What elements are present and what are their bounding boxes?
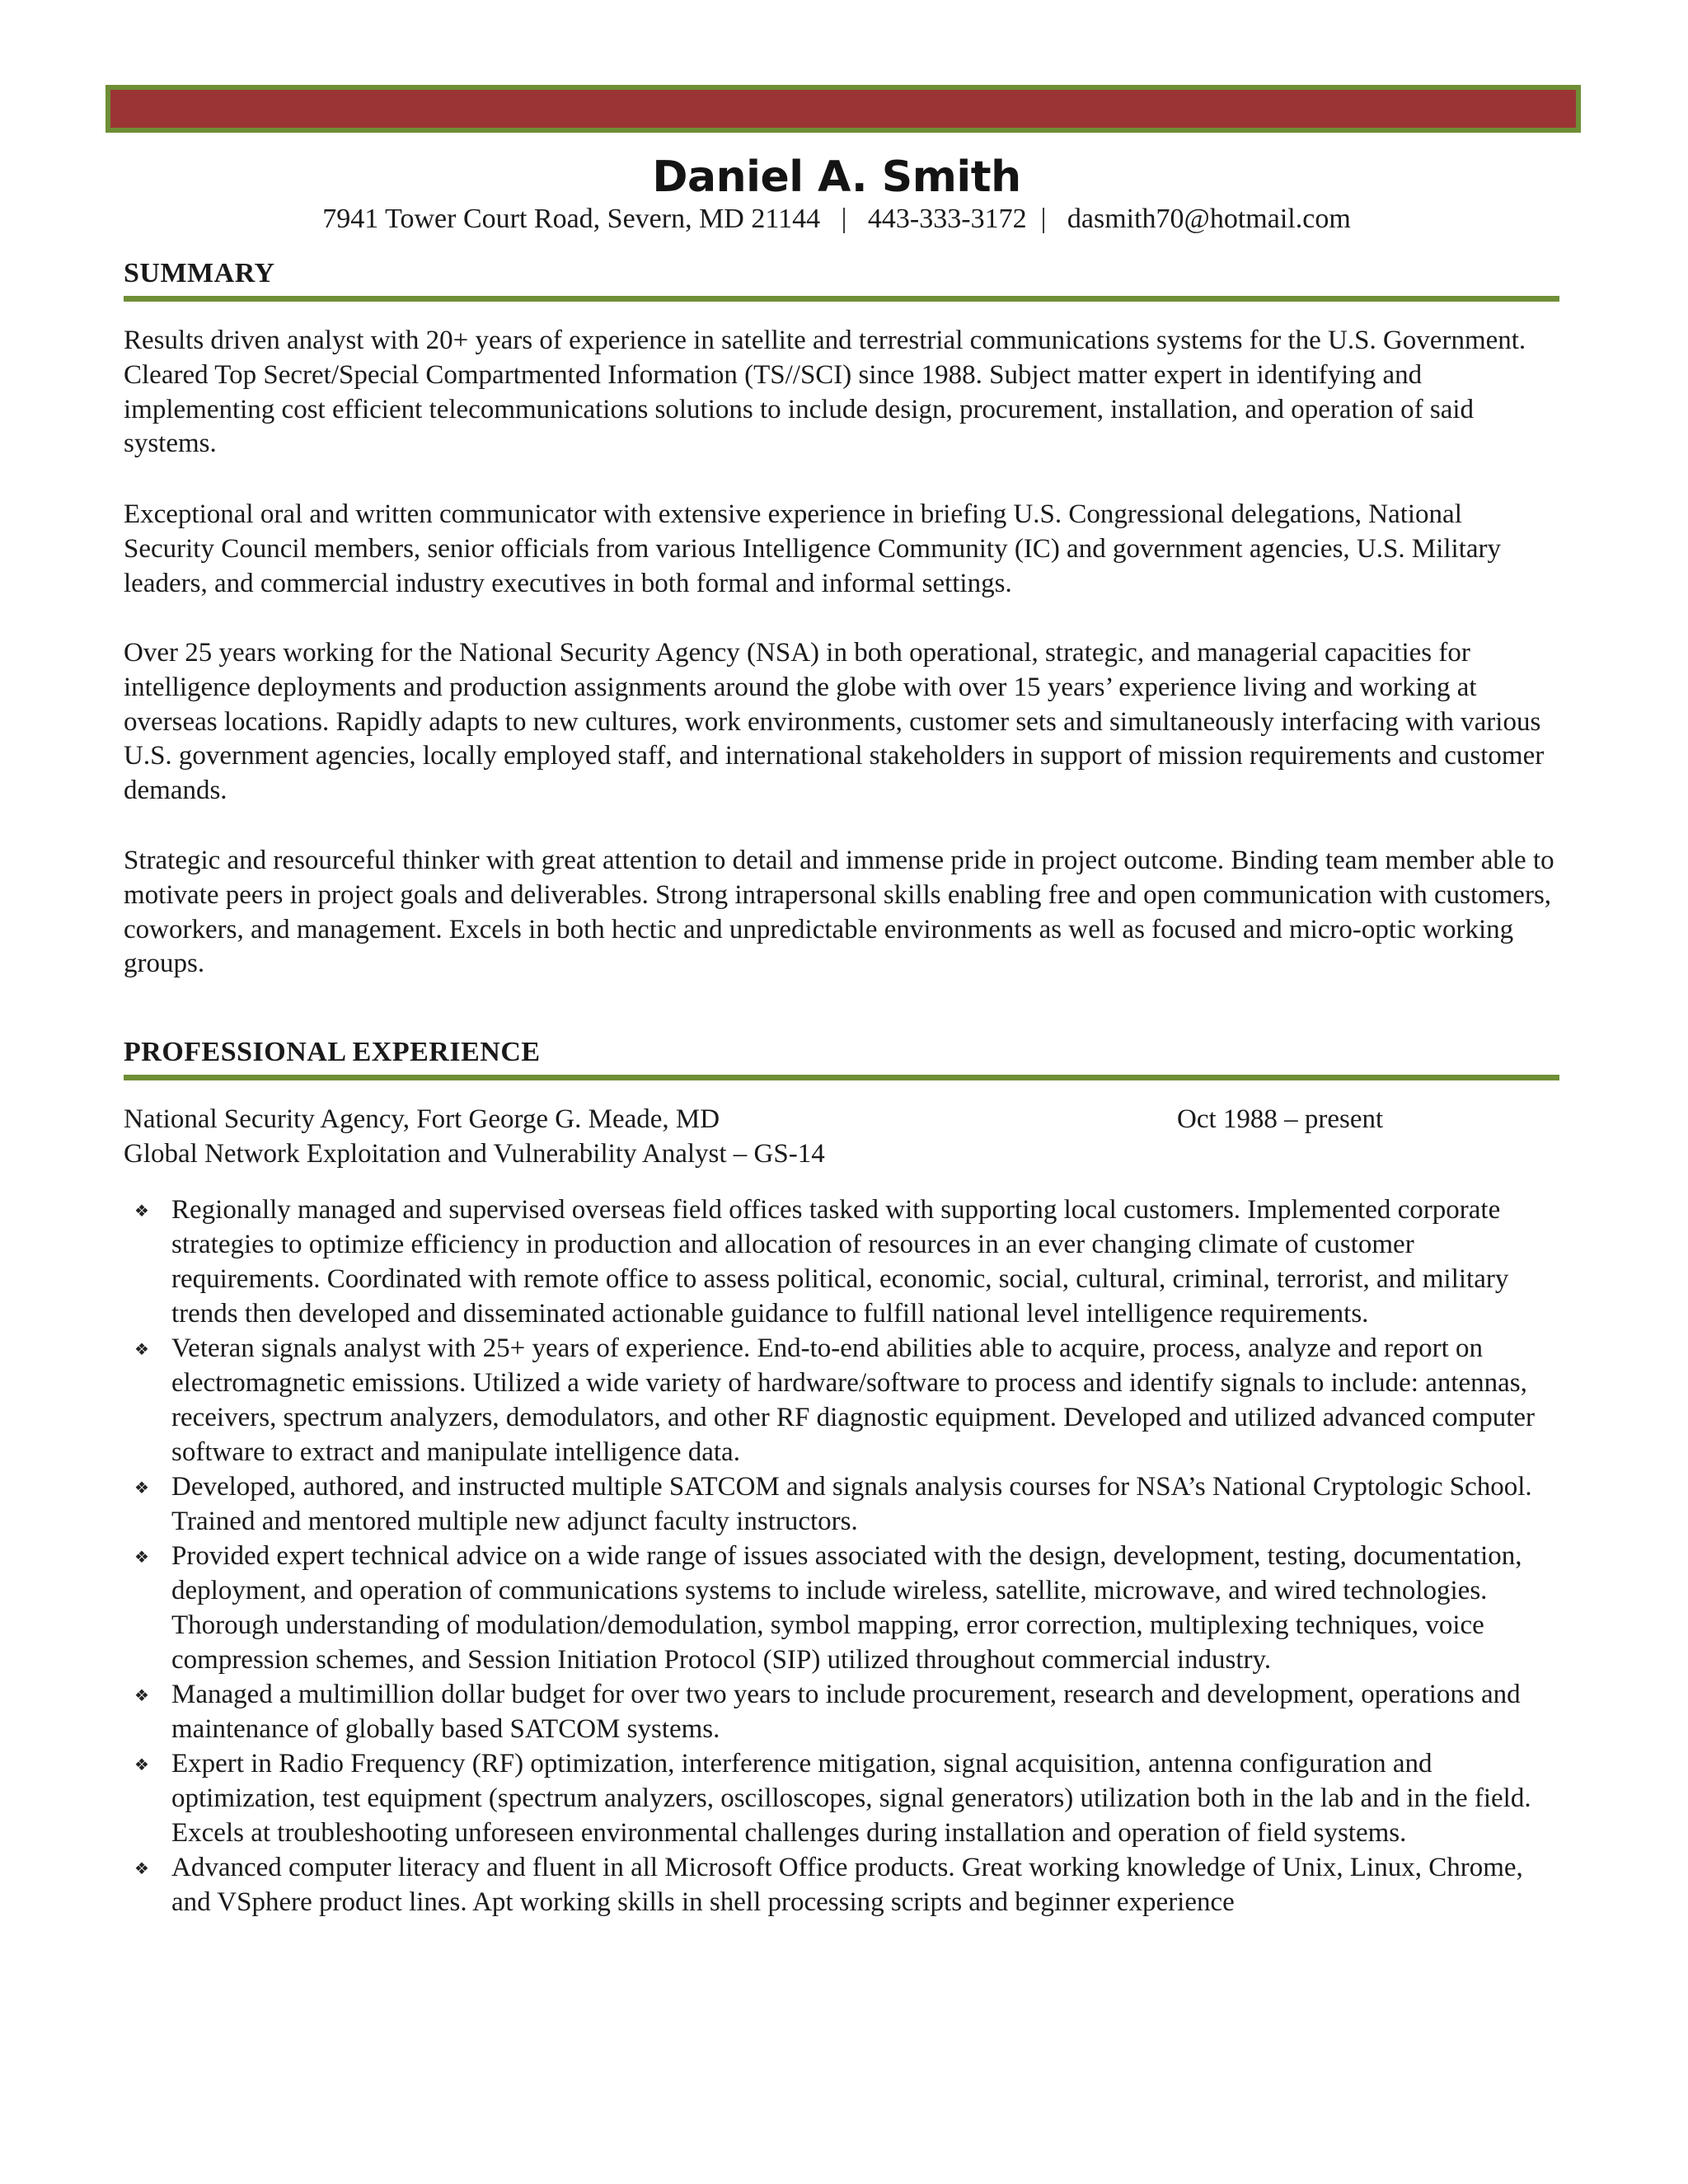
bullet-text: Expert in Radio Frequency (RF) optimization, interference mitigation, signal acquisition, antenna configuration and optimization, test equipment (spectrum analyzers, oscilloscopes, signal generators) utilization both in the lab and in the field. Excels at troubleshooting unforeseen environmental challenges during installation and operation of field systems. bbox=[171, 1749, 1531, 1848]
experience-bullet bbox=[124, 1746, 1562, 1850]
contact-separator: | bbox=[1040, 204, 1047, 234]
bullet-text: Regionally managed and supervised overseas field offices tasked with supporting local customers. Implemented corporate strategies to optimize efficiency in production and allocation of resources in an ever changing climate of customer requirements. Coordinated with remote office to assess political, economic, social, cultural, criminal, terrorist, and military trends then developed and disseminated actionable guidance to fulfill national level intelligence requirements. bbox=[171, 1195, 1509, 1329]
job-header bbox=[124, 1102, 1558, 1171]
employer-line bbox=[124, 1102, 1558, 1137]
experience-bullet bbox=[124, 1469, 1562, 1539]
bullet-text: Developed, authored, and instructed multiple SATCOM and signals analysis courses for NSA’s National Cryptologic School. Trained and mentored multiple new adjunct faculty instructors. bbox=[171, 1472, 1532, 1536]
bullet-text: Advanced computer literacy and fluent in all Microsoft Office products. Great working knowledge of Unix, Linux, Chrome, and VSphere product lines. Apt working skills in shell processing scripts and beginner experience bbox=[171, 1853, 1523, 1917]
position-title: Global Network Exploitation and Vulnerability Analyst – GS-14 bbox=[124, 1139, 825, 1169]
experience-bullet bbox=[124, 1677, 1562, 1746]
diamond-dots-icon: ❖ bbox=[134, 1687, 149, 1705]
employer-name: National Security Agency, Fort George G. Meade, MD bbox=[124, 1104, 720, 1134]
experience-bullet bbox=[124, 1539, 1562, 1677]
candidate-name: Daniel A. Smith bbox=[652, 152, 1021, 202]
diamond-dots-icon: ❖ bbox=[134, 1860, 149, 1878]
email-address[interactable]: dasmith70@hotmail.com bbox=[1067, 204, 1351, 234]
experience-bullet bbox=[124, 1850, 1562, 1919]
resume-header bbox=[124, 148, 1550, 236]
address: 7941 Tower Court Road, Severn, MD 21144 bbox=[322, 204, 821, 234]
summary-paragraph: Over 25 years working for the National Security Agency (NSA) in both operational, strategic, and managerial capacities for intelligence deployments and production assignments around the globe with over 15 years’ experience living and working at overseas locations. Rapidly adapts to new cultures, work environments, customer sets and simultaneously interfacing with various U.S. government agencies, locally employed staff, and international stakeholders in support of mission requirements and customer demands. bbox=[124, 638, 1545, 806]
experience-heading: PROFESSIONAL EXPERIENCE bbox=[124, 1037, 541, 1067]
experience-bullet bbox=[124, 1193, 1562, 1331]
bullet-text: Managed a multimillion dollar budget for over two years to include procurement, research and development, operations and maintenance of globally based SATCOM systems. bbox=[171, 1680, 1521, 1744]
diamond-dots-icon: ❖ bbox=[134, 1549, 149, 1567]
diamond-dots-icon: ❖ bbox=[134, 1202, 149, 1221]
contact-line bbox=[124, 203, 1550, 236]
bullet-text: Veteran signals analyst with 25+ years of experience. End-to-end abilities able to acquire, process, analyze and report on electromagnetic emissions. Utilized a wide variety of hardware/software to process and identify signals to include: antennas, receivers, spectrum analyzers, demodulators, and other RF diagnostic equipment. Developed and utilized advanced computer software to extract and manipulate intelligence data. bbox=[171, 1333, 1536, 1467]
diamond-dots-icon: ❖ bbox=[134, 1341, 149, 1359]
summary-rule bbox=[124, 296, 1559, 302]
experience-bullet bbox=[124, 1331, 1562, 1469]
header-decorative-bar bbox=[106, 85, 1581, 133]
summary-paragraph: Strategic and resourceful thinker with great attention to detail and immense pride in project outcome. Binding team member able to motivate peers in project goals and deliverables. Strong intrapersonal skills enabling free and open communication with customers, coworkers, and management. Excels in both hectic and unpredictable environments as well as focused and micro-optic working groups. bbox=[124, 846, 1554, 979]
bullet-text: Provided expert technical advice on a wide range of issues associated with the design, development, testing, documentation, deployment, and operation of communications systems to include wireless, satellite, microwave, and wired technologies. Thorough understanding of modulation/demodulation, symbol mapping, error correction, multiplexing techniques, voice compression schemes, and Session Initiation Protocol (SIP) utilized throughout commercial industry. bbox=[171, 1541, 1522, 1675]
summary-paragraph: Results driven analyst with 20+ years of experience in satellite and terrestrial communications systems for the U.S. Government. Cleared Top Secret/Special Compartmented Information (TS//SCI) since 1988. Subject matter expert in identifying and implementing cost efficient telecommunications solutions to include design, procurement, installation, and operation of said systems. bbox=[124, 326, 1526, 459]
summary-heading: SUMMARY bbox=[124, 258, 275, 288]
diamond-dots-icon: ❖ bbox=[134, 1479, 149, 1497]
diamond-dots-icon: ❖ bbox=[134, 1756, 149, 1774]
phone-number: 443-333-3172 bbox=[867, 204, 1027, 234]
contact-separator: | bbox=[841, 204, 847, 234]
summary-paragraph: Exceptional oral and written communicator with extensive experience in briefing U.S. Congressional delegations, National Security Council members, senior officials from various Intelligence Community (IC) and government agencies, U.S. Military leaders, and commercial industry executives in both formal and informal settings. bbox=[124, 499, 1502, 598]
experience-bullet-list bbox=[124, 1193, 1562, 1919]
employment-dates: Oct 1988 – present bbox=[1177, 1104, 1384, 1134]
experience-rule bbox=[124, 1075, 1559, 1080]
